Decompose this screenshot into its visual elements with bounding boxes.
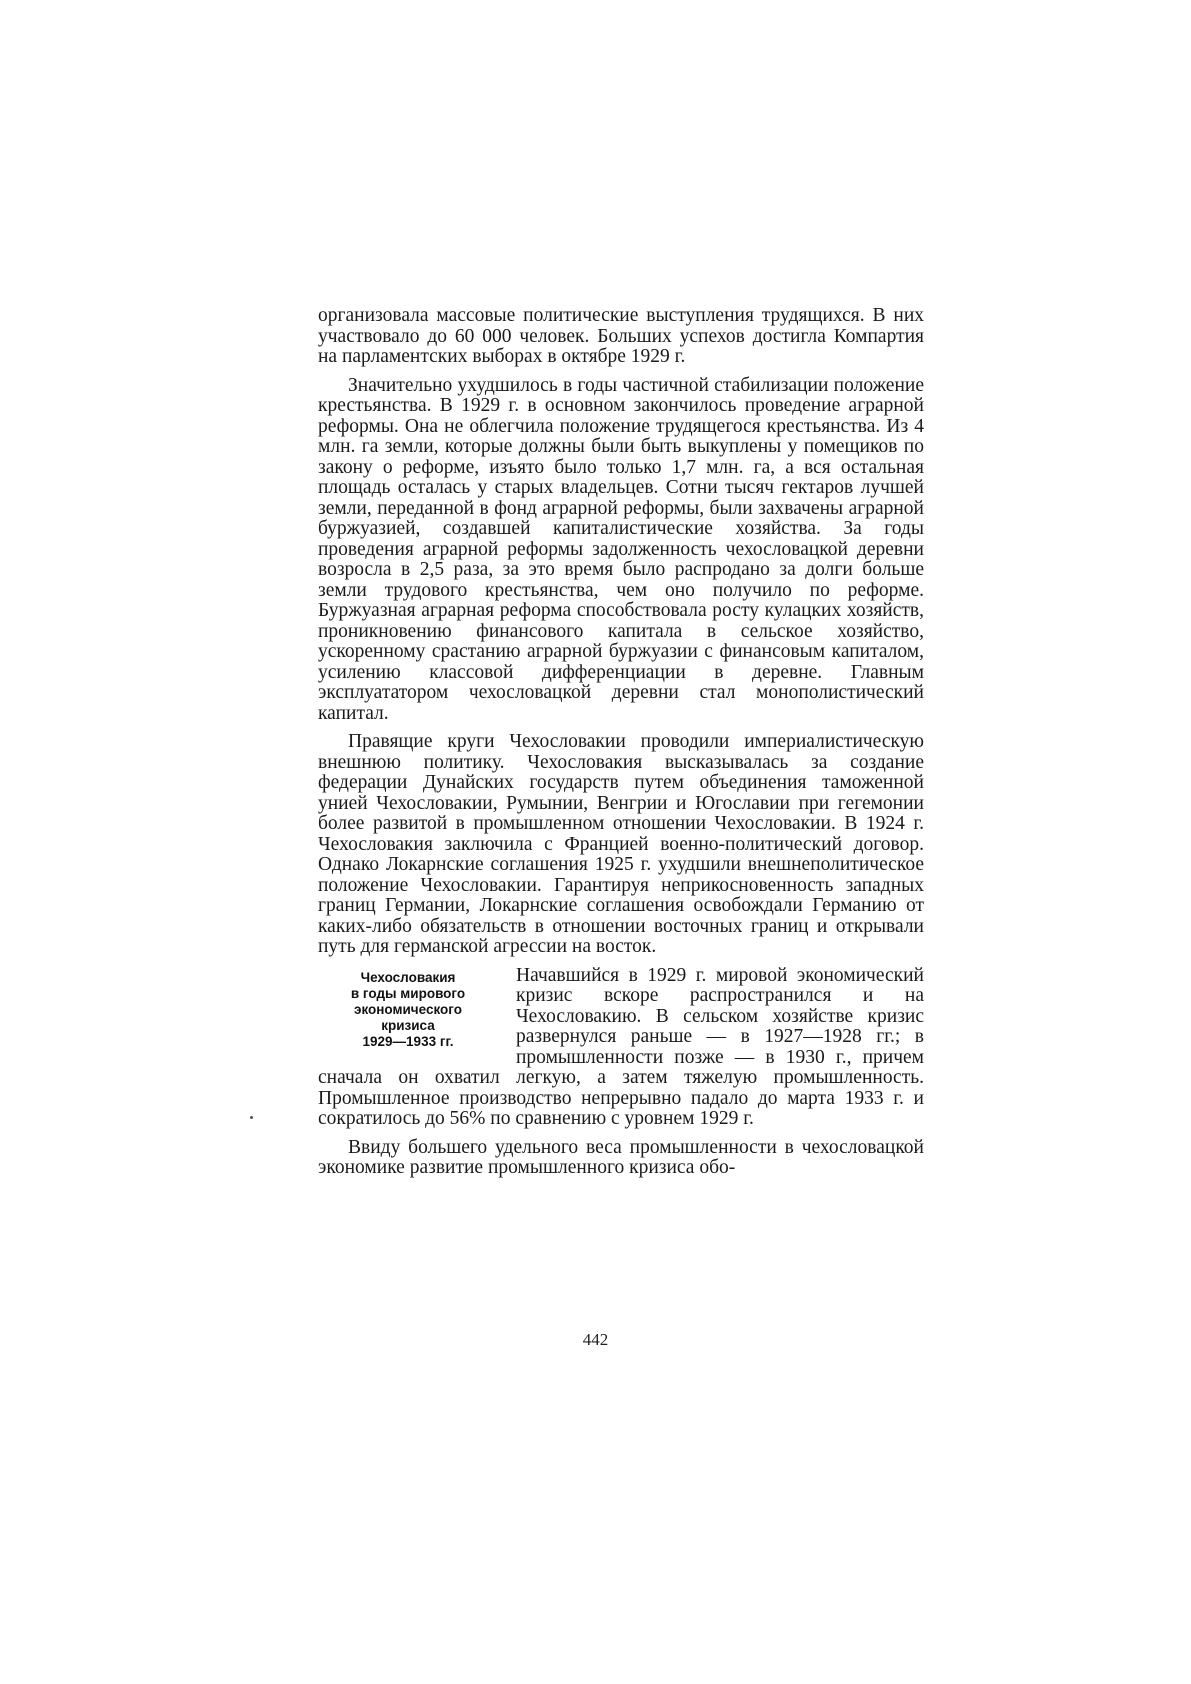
sidenote-line: кризиса (381, 1017, 435, 1033)
section-heading-sidenote (318, 970, 498, 1050)
sidenote-line: в годы мирового (350, 985, 466, 1001)
paragraph-1: организовала массовые политические выступления трудящихся. В них участвовало до 60 000 человек. Больших успехов достигла Компартия на парламентских выборах в октябре 1929 г. (318, 305, 924, 367)
page-body (318, 306, 924, 1179)
paragraph-4: Начавшийся в 1929 г. мировой экономический кризис вскоре распространился и на Чехословакию. В сельском хозяйстве кризис развернулся раньше — в 1927—1928 гг.; в промышленности позже — в 1930 г., причем сначала он охватил легкую, а затем тяжелую промышленность. Промышленное производство непрерывно падало до марта 1933 г. и сократилось до 56% по сравнению с уровнем 1929 г. (318, 964, 924, 1129)
paragraph-2: Значительно ухудшилось в годы частичной стабилизации положение крестьянства. В 1929 г. в основном закончилось проведение аграрной реформы. Она не облегчила положение трудящегося крестьянства. Из 4 млн. га земли, которые должны были быть выкуплены у помещиков по закону о реформе, изъято было только 1,7 млн. га, а вся остальная площадь осталась у старых владельцев. Сотни тысяч гектаров лучшей земли, переданной в фонд аграрной реформы, были захвачены аграрной буржуазией, создавшей капиталистические хозяйства. За годы проведения аграрной реформы задолженность чехословацкой деревни возросла в 2,5 раза, за это время было распродано за долги больше земли трудового крестьянства, чем оно получило по реформе. Буржуазная аграрная реформа способствовала росту кулацких хозяйств, проникновению финансового капитала в сельское хозяйство, ускоренному срастанию аграрной буржуазии с финансовым капиталом, усилению классовой дифференциации в деревне. Главным эксплуататором чехословацкой деревни стал монополистический капитал. (318, 374, 924, 724)
page-number: 442 (582, 1330, 609, 1349)
sidenote-line: экономического (354, 1001, 462, 1017)
paragraph-5: Ввиду большего удельного веса промышленности в чехословацкой экономике развитие промышленного кризиса обо- (318, 1136, 924, 1178)
sidenote-line: 1929—1933 гг. (362, 1033, 454, 1049)
section-crisis (318, 966, 924, 1130)
stray-dot (250, 1116, 253, 1119)
sidenote-line: Чехословакия (360, 969, 456, 985)
paragraph-3: Правящие круги Чехословакии проводили империалистическую внешнюю политику. Чехословакия высказывалась за создание федерации Дунайских государств путем объединения таможенной унией Чехословакии, Румынии, Венгрии и Югославии при гегемонии более развитой в промышленном отношении Чехословакии. В 1924 г. Чехословакия заключила с Францией военно-политический договор. Однако Локарнские соглашения 1925 г. ухудшили внешнеполитическое положение Чехословакии. Гарантируя неприкосновенность западных границ Германии, Локарнские соглашения освобождали Германию от каких-либо обязательств в отношении восточных границ и открывали путь для германской агрессии на восток. (318, 731, 924, 957)
